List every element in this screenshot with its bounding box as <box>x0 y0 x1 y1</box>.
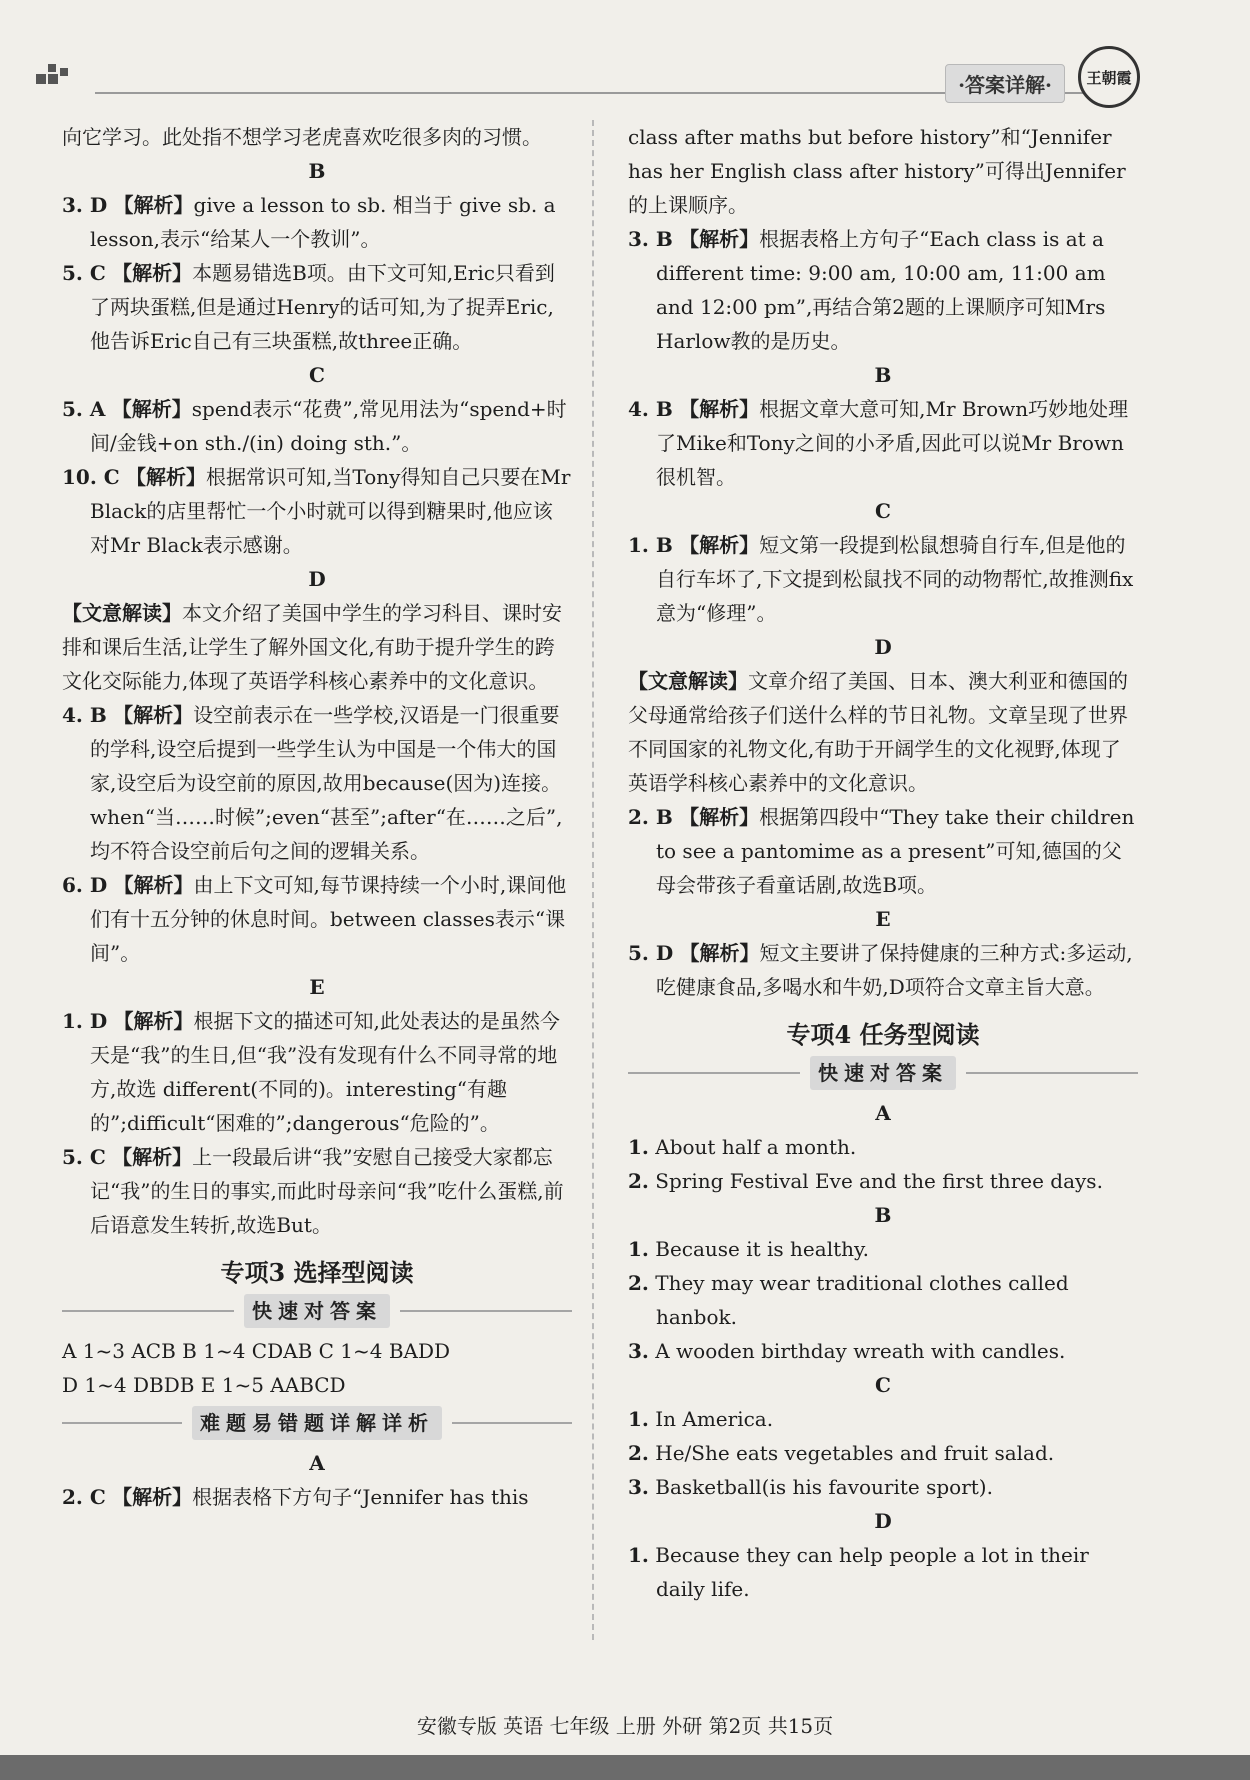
question-number: 1. <box>628 1135 649 1159</box>
analysis-tag: 【解析】 <box>113 703 194 727</box>
answer-item <box>628 1436 1138 1470</box>
section-letter: D <box>874 635 892 659</box>
section-letter: D <box>874 1509 892 1533</box>
question-number: 5. C <box>62 261 106 285</box>
analysis-tag: 【解析】 <box>113 1009 194 1033</box>
left-column <box>62 120 572 1514</box>
question-number: 10. C <box>62 465 120 489</box>
answer-item <box>628 1470 1138 1504</box>
answer-item <box>628 1402 1138 1436</box>
section-letter: C <box>309 363 325 387</box>
question-number: 3. <box>628 1475 649 1499</box>
question-number: 5. C <box>62 1145 106 1169</box>
answer-text: Because they can help people a lot in their daily life. <box>655 1543 1089 1601</box>
banner-line <box>62 1310 234 1312</box>
question-number: 2. B <box>628 805 673 829</box>
answer-item <box>628 1538 1138 1606</box>
answer-text: 短文第一段提到松鼠想骑自行车,但是他的自行车坏了,下文提到松鼠找不同的动物帮忙,故推测fix意为“修理”。 <box>656 533 1134 625</box>
answer-text: They may wear traditional clothes called hanbok. <box>655 1271 1069 1329</box>
question-number: 3. <box>628 1339 649 1363</box>
analysis-tag: 【解析】 <box>112 1485 193 1509</box>
answer-text: give a lesson to sb. 相当于 give sb. a lesson,表示“给某人一个教训”。 <box>90 193 556 251</box>
answer-item <box>628 664 1138 800</box>
answer-item <box>62 392 572 460</box>
analysis-tag: 【解析】 <box>679 397 760 421</box>
answer-item <box>62 1004 572 1140</box>
answer-text: In America. <box>655 1407 774 1431</box>
answer-item <box>628 1164 1138 1198</box>
section-letter: D <box>308 567 326 591</box>
banner-label: 快速对答案 <box>244 1294 390 1328</box>
answer-text: 根据表格上方句子“Each class is at a different time: 9:00 am, 10:00 am, 11:00 am and 12:00 pm”,再结合第2题的上课顺序可知Mrs Harlow教的是历史。 <box>656 227 1106 353</box>
analysis-tag: 【解析】 <box>679 941 760 965</box>
answer-text: 根据表格下方句子“Jennifer has this <box>192 1485 529 1509</box>
question-number: 5. A <box>62 397 106 421</box>
brand-seal: 王朝霞 <box>1078 46 1140 108</box>
section-letter: C <box>875 1373 891 1397</box>
answer-item <box>628 528 1138 630</box>
answer-item <box>628 800 1138 902</box>
section-letter: A <box>875 1101 891 1125</box>
answer-item <box>62 868 572 970</box>
page-footer: 安徽专版 英语 七年级 上册 外研 第2页 共15页 <box>416 1714 834 1738</box>
question-number: 3. D <box>62 193 108 217</box>
answer-item <box>62 698 572 868</box>
answer-text: About half a month. <box>655 1135 857 1159</box>
question-number: 1. <box>628 1407 649 1431</box>
question-number: 1. <box>628 1237 649 1261</box>
section-letter: C <box>875 499 891 523</box>
section-banner <box>62 1294 572 1328</box>
answer-item <box>62 460 572 562</box>
question-number: 2. C <box>62 1485 106 1509</box>
section-letter: B <box>308 159 326 183</box>
banner-label: 难题易错题详解详析 <box>192 1406 442 1440</box>
answer-text: spend表示“花费”,常见用法为“spend+时间/金钱+on sth./(in) doing sth.”。 <box>90 397 567 455</box>
column-divider <box>592 120 594 1640</box>
section-banner <box>628 1056 1138 1090</box>
question-number: 4. B <box>628 397 673 421</box>
answer-item <box>628 1334 1138 1368</box>
answer-item <box>628 1266 1138 1334</box>
answer-item <box>62 596 572 698</box>
analysis-tag: 【解析】 <box>679 533 760 557</box>
answer-text: He/She eats vegetables and fruit salad. <box>655 1441 1055 1465</box>
answer-text: Because it is healthy. <box>655 1237 870 1261</box>
analysis-tag: 【解析】 <box>679 805 760 829</box>
section-banner <box>62 1406 572 1440</box>
analysis-tag: 【解析】 <box>679 227 760 251</box>
question-number: 2. <box>628 1441 649 1465</box>
question-number: 1. D <box>62 1009 108 1033</box>
question-number: 4. B <box>62 703 107 727</box>
banner-label: 快速对答案 <box>810 1056 956 1090</box>
analysis-tag: 【解析】 <box>112 1145 193 1169</box>
answer-item <box>628 222 1138 358</box>
banner-line <box>452 1422 572 1424</box>
question-number: 6. D <box>62 873 108 897</box>
analysis-tag: 【解析】 <box>126 465 207 489</box>
analysis-tag: 【文意解读】 <box>62 601 182 625</box>
answer-text: 设空前表示在一些学校,汉语是一门很重要的学科,设空后提到一些学生认为中国是一个伟大的国家,设空后为设空前的原因,故用because(因为)连接。when“当……时候”;even“甚至”;after“在……之后”,均不符合设空前后句之间的逻辑关系。 <box>90 703 563 863</box>
answer-text: Basketball(is his favourite sport). <box>655 1475 993 1499</box>
answer-item <box>62 1480 572 1514</box>
question-number: 5. D <box>628 941 674 965</box>
topic-heading: 专项3 选择型阅读 <box>220 1258 414 1287</box>
paragraph: class after maths but before history”和“Jennifer has her English class after history”可得出Jennifer的上课顺序。 <box>628 125 1126 217</box>
analysis-tag: 【解析】 <box>111 397 192 421</box>
answer-text: 短文主要讲了保持健康的三种方式:多运动,吃健康食品,多喝水和牛奶,D项符合文章主旨大意。 <box>656 941 1133 999</box>
answer-text: Spring Festival Eve and the first three days. <box>655 1169 1103 1193</box>
answer-item <box>628 1232 1138 1266</box>
answer-text: 根据第四段中“They take their children to see a pantomime as a present”可知,德国的父母会带孩子看童话剧,故选B项。 <box>656 805 1135 897</box>
answer-item <box>628 392 1138 494</box>
answer-text: 根据下文的描述可知,此处表达的是虽然今天是“我”的生日,但“我”没有发现有什么不同寻常的地方,故选 different(不同的)。interesting“有趣的”;difficult“困难的”;dangerous“危险的”。 <box>90 1009 560 1135</box>
section-letter: B <box>874 363 892 387</box>
banner-line <box>966 1072 1138 1074</box>
answer-text: 本文介绍了美国中学生的学习科目、课时安排和课后生活,让学生了解外国文化,有助于提升学生的跨文化交际能力,体现了英语学科核心素养中的文化意识。 <box>62 601 562 693</box>
analysis-tag: 【解析】 <box>113 193 194 217</box>
topic-heading: 专项4 任务型阅读 <box>786 1020 980 1049</box>
answer-text: 上一段最后讲“我”安慰自己接受大家都忘记“我”的生日的事实,而此时母亲问“我”吃什么蛋糕,前后语意发生转折,故选But。 <box>90 1145 564 1237</box>
banner-line <box>400 1310 572 1312</box>
section-letter: B <box>874 1203 892 1227</box>
answer-item <box>62 1140 572 1242</box>
analysis-tag: 【解析】 <box>112 261 193 285</box>
paragraph: 向它学习。此处指不想学习老虎喜欢吃很多肉的习惯。 <box>62 125 542 149</box>
question-number: 2. <box>628 1271 649 1295</box>
banner-line <box>628 1072 800 1074</box>
answer-text: 根据文章大意可知,Mr Brown巧妙地处理了Mike和Tony之间的小矛盾,因此可以说Mr Brown很机智。 <box>656 397 1129 489</box>
section-letter: E <box>309 975 325 999</box>
answer-item <box>62 256 572 358</box>
page-header <box>0 0 1250 100</box>
question-number: 3. B <box>628 227 673 251</box>
question-number: 1. B <box>628 533 673 557</box>
answer-item <box>628 936 1138 1004</box>
right-column <box>628 120 1138 1606</box>
answer-text: 根据常识可知,当Tony得知自己只要在Mr Black的店里帮忙一个小时就可以得到糖果时,他应该对Mr Black表示感谢。 <box>90 465 571 557</box>
analysis-tag: 【解析】 <box>113 873 194 897</box>
section-letter: E <box>875 907 891 931</box>
answer-text: A wooden birthday wreath with candles. <box>655 1339 1066 1363</box>
answer-text: 本题易错选B项。由下文可知,Eric只看到了两块蛋糕,但是通过Henry的话可知,为了捉弄Eric,他告诉Eric自己有三块蛋糕,故three正确。 <box>90 261 555 353</box>
section-letter: A <box>309 1451 325 1475</box>
analysis-tag: 【文意解读】 <box>628 669 748 693</box>
banner-line <box>62 1422 182 1424</box>
paragraph: D 1~4 DBDB E 1~5 AABCD <box>62 1373 346 1397</box>
answer-text: 由上下文可知,每节课持续一个小时,课间他们有十五分钟的休息时间。between classes表示“课间”。 <box>90 873 567 965</box>
answer-item <box>62 188 572 256</box>
answer-item <box>628 1130 1138 1164</box>
question-number: 2. <box>628 1169 649 1193</box>
answer-text: 文章介绍了美国、日本、澳大利亚和德国的父母通常给孩子们送什么样的节日礼物。文章呈现了世界不同国家的礼物文化,有助于开阔学生的文化视野,体现了英语学科核心素养中的文化意识。 <box>628 669 1128 795</box>
answer-detail-label: ·答案详解· <box>945 64 1065 103</box>
footer-band <box>0 1755 1250 1780</box>
paragraph: A 1~3 ACB B 1~4 CDAB C 1~4 BADD <box>62 1339 451 1363</box>
question-number: 1. <box>628 1543 649 1567</box>
